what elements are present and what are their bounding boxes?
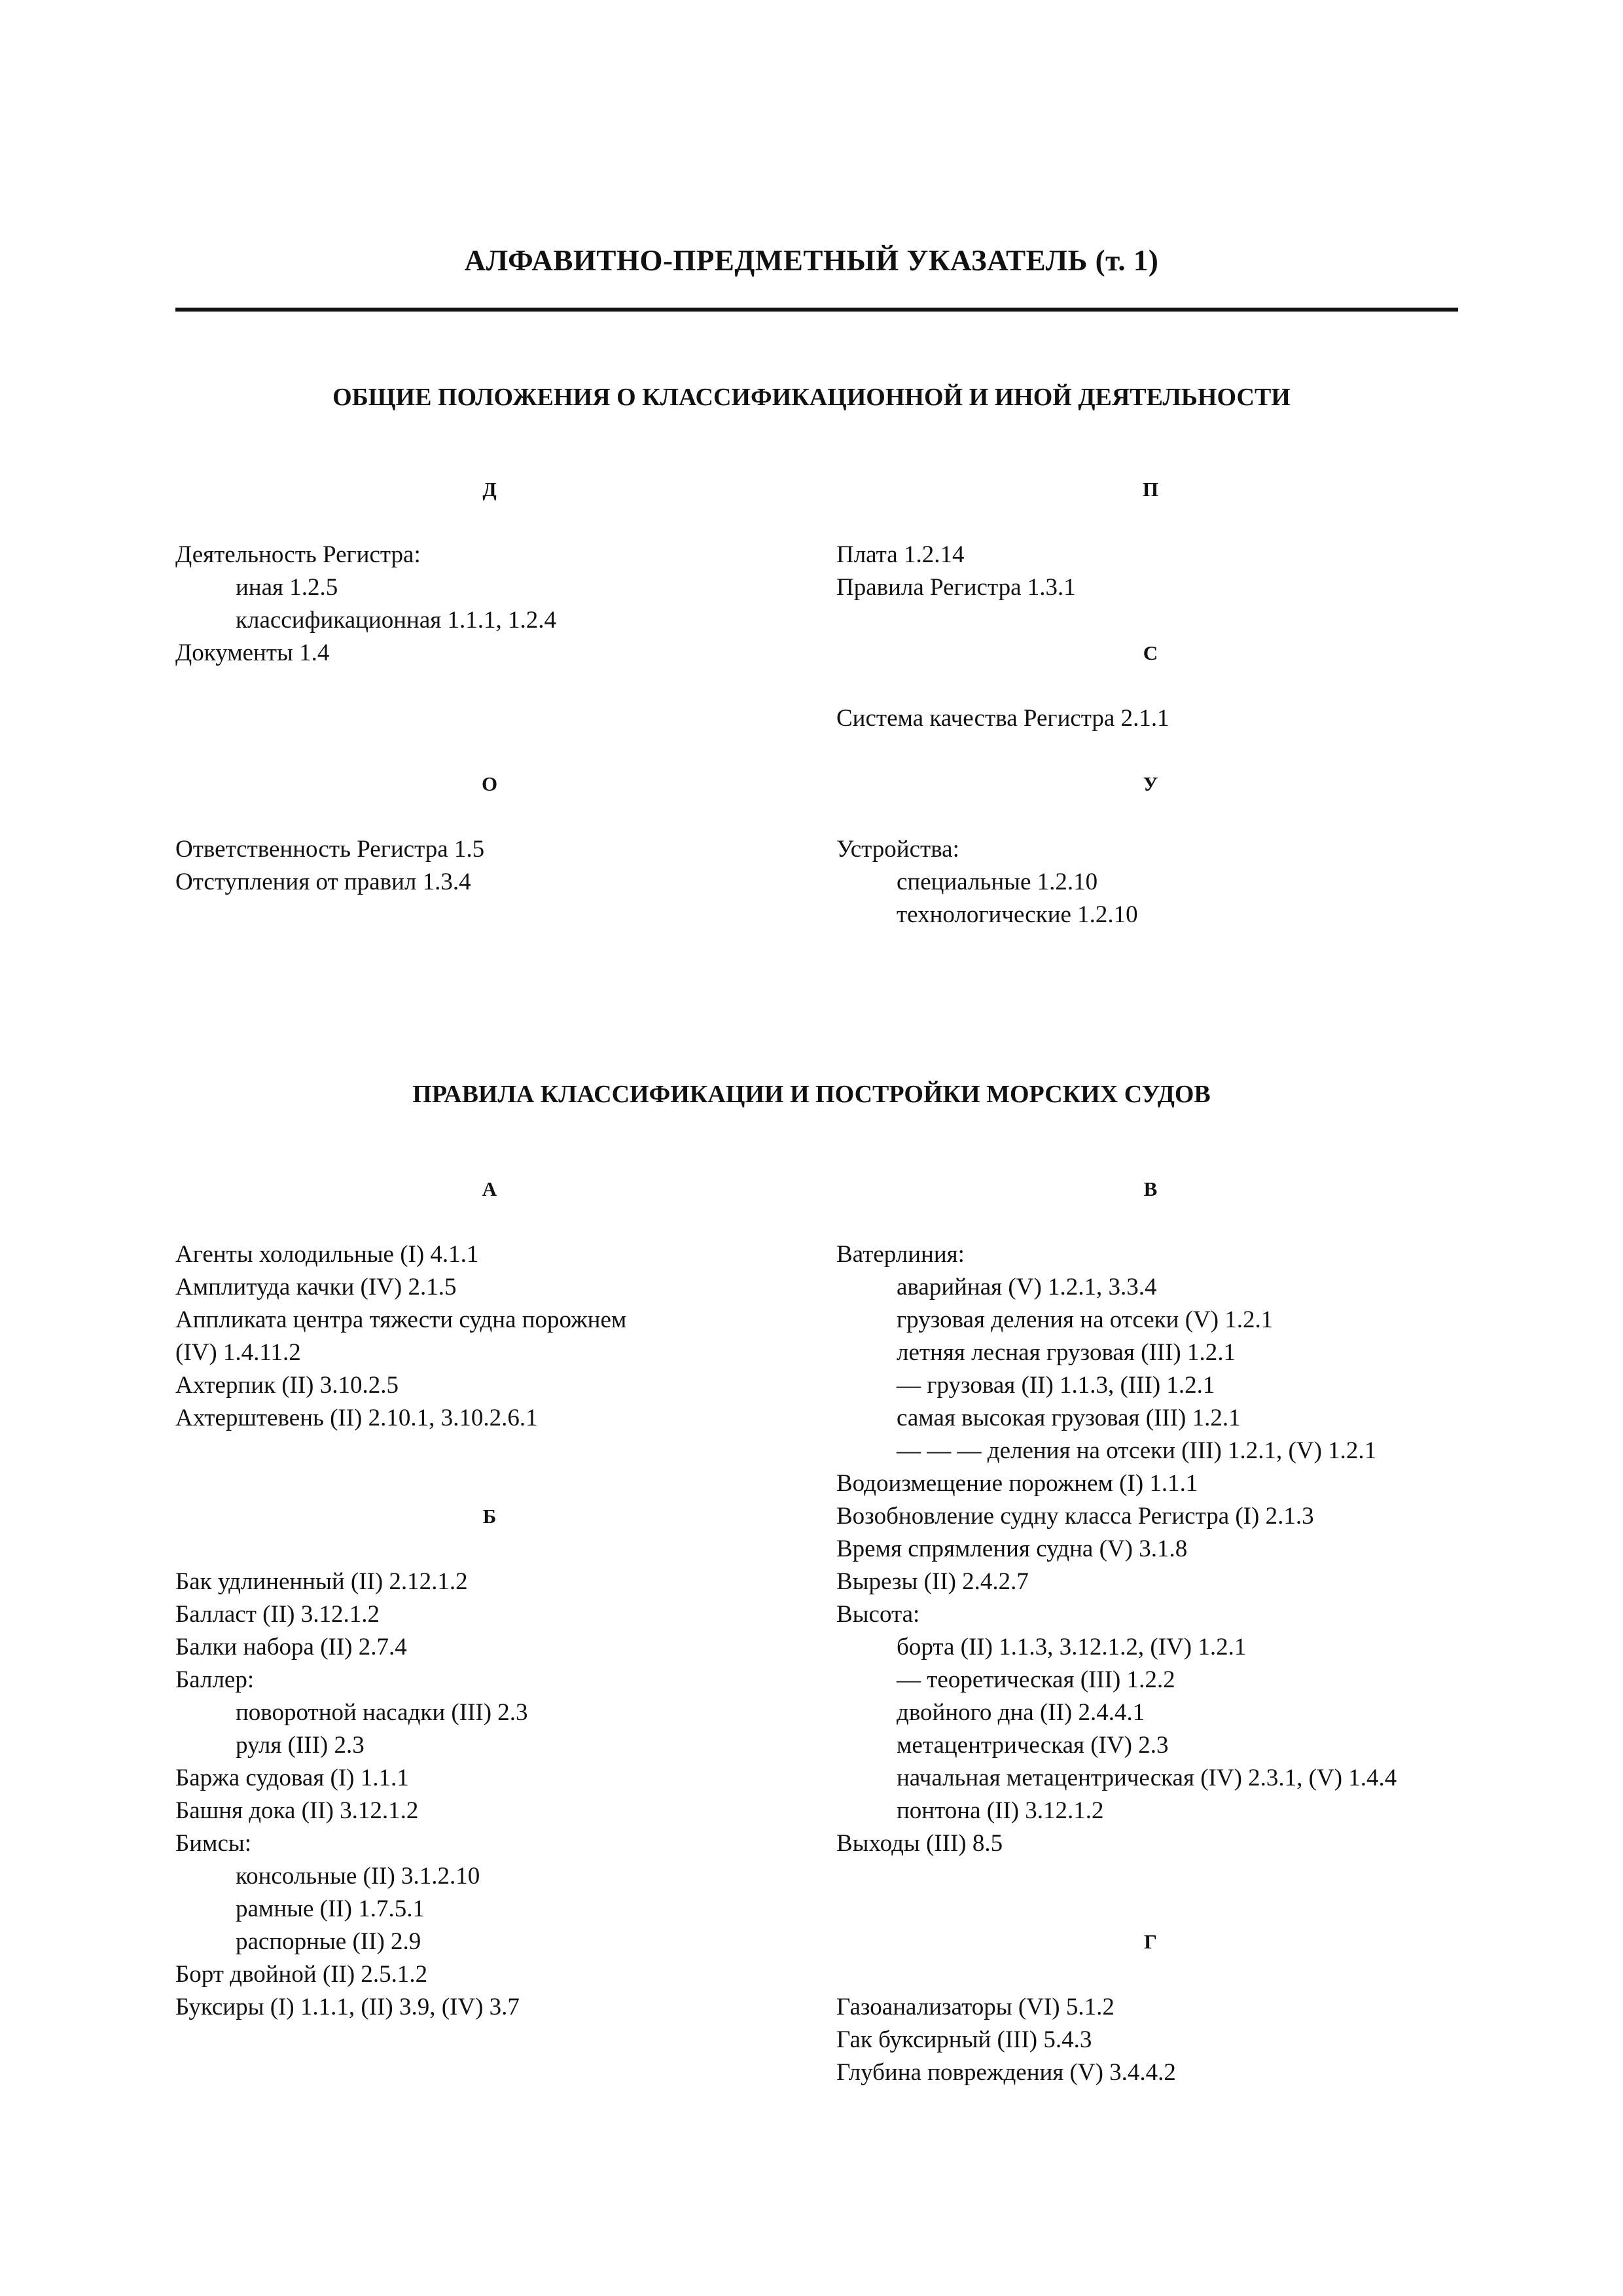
section-title-general: ОБЩИЕ ПОЛОЖЕНИЯ О КЛАССИФИКАЦИОННОЙ И ИНОЙ ДЕЯТЕЛЬНОСТИ	[332, 384, 1291, 411]
section2-left-column	[175, 1173, 830, 2024]
index-entry: Плата 1.2.14	[836, 541, 965, 568]
page-title: АЛФАВИТНО-ПРЕДМЕТНЫЙ УКАЗАТЕЛЬ (т. 1)	[464, 244, 1159, 277]
section1-right-column	[836, 473, 1491, 931]
index-entry: Ответственность Регистра 1.5	[175, 836, 485, 863]
index-entry: Выходы (III) 8.5	[836, 1830, 1003, 1857]
index-entry: Ватерлиния:	[836, 1241, 965, 1268]
index-entry: Газоанализаторы (VI) 5.1.2	[836, 1994, 1115, 2020]
index-entry: Балласт (II) 3.12.1.2	[175, 1601, 380, 1628]
index-entry: Ахтерпик (II) 3.10.2.5	[175, 1372, 399, 1399]
index-subentry: распорные (II) 2.9	[236, 1928, 421, 1955]
index-entry: Борт двойной (II) 2.5.1.2	[175, 1961, 428, 1988]
index-entry: Возобновление судну класса Регистра (I) 2.1.3	[836, 1503, 1314, 1530]
index-subentry: двойного дна (II) 2.4.4.1	[897, 1699, 1145, 1726]
title-rule	[175, 308, 1458, 312]
index-entry: Балки набора (II) 2.7.4	[175, 1634, 407, 1660]
index-entry: Система качества Регистра 2.1.1	[836, 705, 1169, 732]
index-subentry: консольные (II) 3.1.2.10	[236, 1863, 480, 1890]
letter-heading: Б	[482, 1505, 497, 1528]
index-subentry: летняя лесная грузовая (III) 1.2.1	[897, 1339, 1236, 1366]
letter-heading: Г	[1144, 1930, 1157, 1953]
index-entry: Баржа судовая (I) 1.1.1	[175, 1765, 409, 1791]
index-entry: Отступления от правил 1.3.4	[175, 869, 471, 895]
letter-heading: П	[1142, 478, 1159, 501]
letter-heading: Д	[482, 478, 497, 501]
index-entry: Бак удлиненный (II) 2.12.1.2	[175, 1568, 468, 1595]
index-subentry: классификационная 1.1.1, 1.2.4	[236, 607, 557, 634]
index-entry: Высота:	[836, 1601, 920, 1628]
index-entry: Амплитуда качки (IV) 2.1.5	[175, 1274, 457, 1300]
letter-heading: А	[482, 1177, 497, 1200]
index-subentry: специальные 1.2.10	[897, 869, 1098, 895]
index-subentry: борта (II) 1.1.3, 3.12.1.2, (IV) 1.2.1	[897, 1634, 1247, 1660]
section1-left-column	[175, 473, 830, 899]
letter-heading: У	[1143, 772, 1158, 795]
index-subentry: руля (III) 2.3	[236, 1732, 365, 1759]
index-entry: Время спрямления судна (V) 3.1.8	[836, 1535, 1188, 1562]
index-entry: Башня дока (II) 3.12.1.2	[175, 1797, 419, 1824]
section2-right-column	[836, 1173, 1491, 2089]
index-subentry: рамные (II) 1.7.5.1	[236, 1895, 425, 1922]
index-subentry: иная 1.2.5	[236, 574, 338, 601]
index-subentry: самая высокая грузовая (III) 1.2.1	[897, 1405, 1241, 1431]
index-entry: Гак буксирный (III) 5.4.3	[836, 2026, 1092, 2053]
index-subentry: начальная метацентрическая (IV) 2.3.1, (V) 1.4.4	[897, 1765, 1397, 1791]
index-entry: Агенты холодильные (I) 4.1.1	[175, 1241, 479, 1268]
letter-heading: О	[481, 772, 498, 795]
section-title-rules: ПРАВИЛА КЛАССИФИКАЦИИ И ПОСТРОЙКИ МОРСКИХ СУДОВ	[412, 1081, 1211, 1108]
index-entry: Аппликата центра тяжести судна порожнем	[175, 1306, 627, 1333]
index-entry: Вырезы (II) 2.4.2.7	[836, 1568, 1029, 1595]
index-entry: Бимсы:	[175, 1830, 252, 1857]
index-entry: Документы 1.4	[175, 639, 330, 666]
index-entry: (IV) 1.4.11.2	[175, 1339, 301, 1366]
index-entry: Буксиры (I) 1.1.1, (II) 3.9, (IV) 3.7	[175, 1994, 520, 2020]
index-entry: Ахтерштевень (II) 2.10.1, 3.10.2.6.1	[175, 1405, 538, 1431]
index-subentry: понтона (II) 3.12.1.2	[897, 1797, 1104, 1824]
index-subentry: — грузовая (II) 1.1.3, (III) 1.2.1	[897, 1372, 1215, 1399]
index-subentry: грузовая деления на отсеки (V) 1.2.1	[897, 1306, 1274, 1333]
index-entry: Баллер:	[175, 1666, 255, 1693]
letter-heading: С	[1143, 641, 1158, 664]
letter-heading: В	[1143, 1177, 1158, 1200]
index-entry: Водоизмещение порожнем (I) 1.1.1	[836, 1470, 1198, 1497]
index-subentry: метацентрическая (IV) 2.3	[897, 1732, 1169, 1759]
index-subentry: — — — деления на отсеки (III) 1.2.1, (V) 1.2.1	[897, 1437, 1377, 1464]
index-entry: Глубина повреждения (V) 3.4.4.2	[836, 2059, 1176, 2086]
index-entry: Правила Регистра 1.3.1	[836, 574, 1076, 601]
index-subentry: — теоретическая (III) 1.2.2	[897, 1666, 1175, 1693]
index-subentry: аварийная (V) 1.2.1, 3.3.4	[897, 1274, 1157, 1300]
index-entry: Деятельность Регистра:	[175, 541, 421, 568]
index-subentry: технологические 1.2.10	[897, 901, 1138, 928]
index-entry: Устройства:	[836, 836, 959, 863]
index-subentry: поворотной насадки (III) 2.3	[236, 1699, 528, 1726]
